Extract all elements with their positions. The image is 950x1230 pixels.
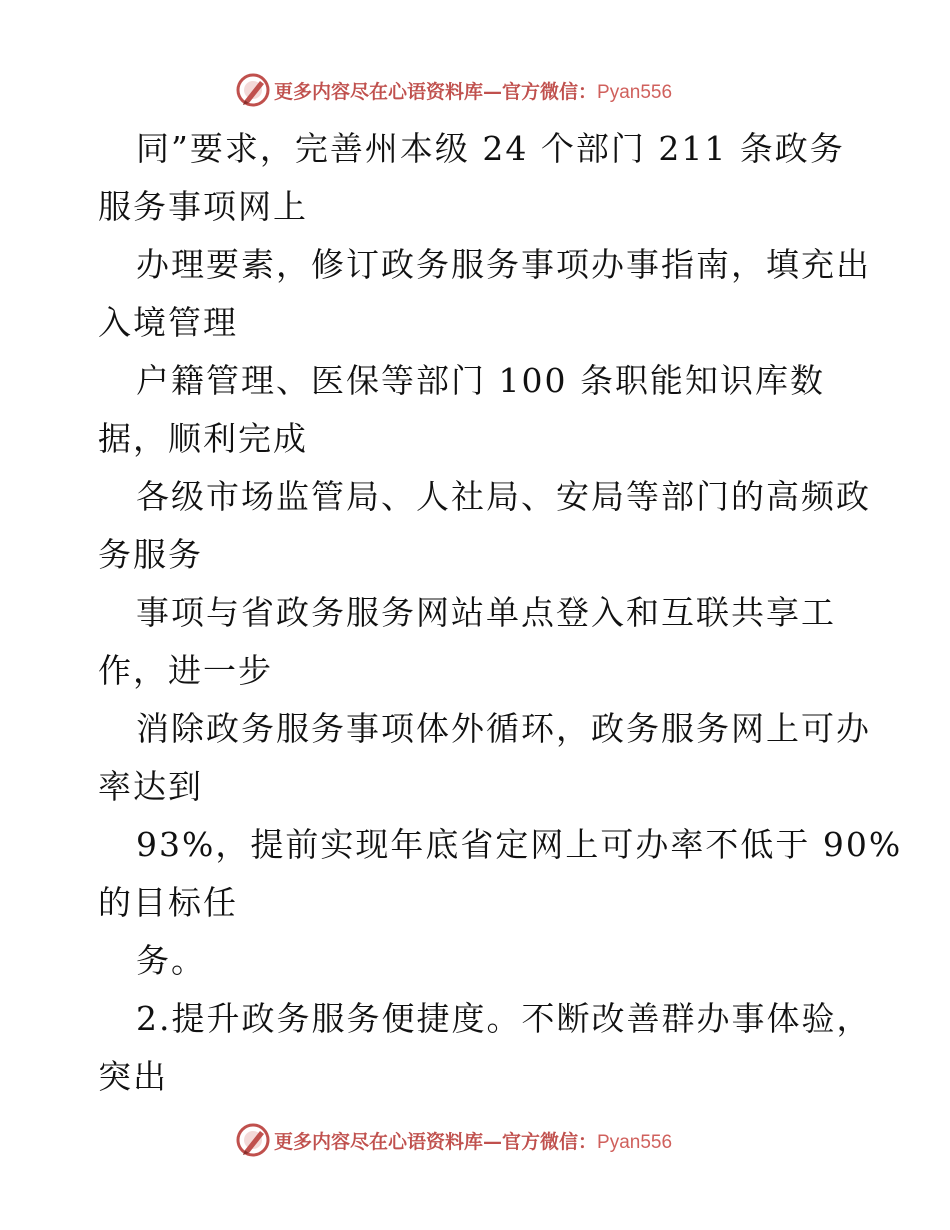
text-line: 务。 bbox=[136, 941, 206, 980]
watermark-wechat-id: Pyan556 bbox=[597, 81, 673, 103]
pen-logo-icon bbox=[236, 1123, 270, 1157]
watermark-header bbox=[236, 72, 716, 108]
text-line: 突出 bbox=[98, 1057, 168, 1096]
text-line: 各级市场监管局、人社局、安局等部门的高频政 bbox=[136, 477, 871, 516]
text-line: 作，进一步 bbox=[98, 651, 273, 690]
watermark-text: 更多内容尽在心语资料库—官方微信： bbox=[274, 1130, 598, 1153]
text-line: 服务事项网上 bbox=[98, 187, 308, 226]
text-line: 同”要求，完善州本级 24 个部门 211 条政务 bbox=[136, 129, 845, 168]
text-line: 消除政务服务事项体外循环，政务服务网上可办 bbox=[136, 709, 871, 748]
watermark-wechat-id: Pyan556 bbox=[597, 1131, 673, 1153]
text-line: 务服务 bbox=[98, 535, 203, 574]
text-line: 的目标任 bbox=[98, 883, 238, 922]
watermark-text: 更多内容尽在心语资料库—官方微信： bbox=[274, 80, 598, 103]
text-line: 办理要素，修订政务服务事项办事指南，填充出 bbox=[136, 245, 871, 284]
text-line: 据，顺利完成 bbox=[98, 419, 308, 458]
text-line: 入境管理 bbox=[98, 303, 238, 342]
body-text bbox=[98, 120, 903, 1106]
text-line: 率达到 bbox=[98, 767, 203, 806]
text-line: 户籍管理、医保等部门 100 条职能知识库数 bbox=[136, 361, 825, 400]
pen-logo-icon bbox=[236, 73, 270, 107]
text-line: 2.提升政务服务便捷度。不断改善群办事体验， bbox=[136, 999, 872, 1038]
text-line: 事项与省政务服务网站单点登入和互联共享工 bbox=[136, 593, 836, 632]
watermark-footer bbox=[236, 1122, 716, 1158]
text-line: 93%，提前实现年底省定网上可办率不低于 90% bbox=[136, 825, 903, 864]
